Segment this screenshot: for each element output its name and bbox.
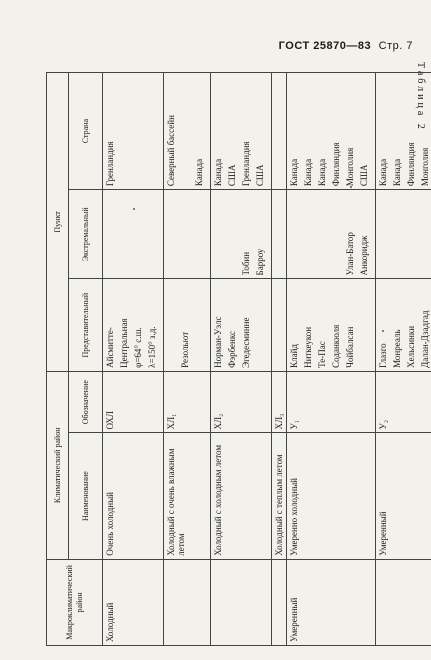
cell-ext [376,190,431,279]
cell-country [211,73,272,190]
country-entry: Канада [392,158,403,187]
table-row [272,73,287,646]
ext-entry [213,193,227,275]
cell-ext [164,190,211,279]
header-climatic: Климатический район [47,371,69,559]
ext-entry [303,193,317,275]
rep-entry: λ=150° з.д. [147,326,157,368]
ext-entry [289,193,303,275]
cell-name: Очень холодный [103,433,164,559]
country-entry: Канада [213,158,223,187]
country-entry: Финляндия [331,142,342,187]
cell-name: Холодный с холодным летом [211,433,272,559]
rep-entry: Те-Пас [317,341,328,368]
cell-ext [103,190,164,279]
rep-entry: Айсмитте- [105,327,115,368]
header-name: Наименование [69,433,103,559]
cell-macro [272,559,287,645]
page-header [279,40,413,52]
cell-rep [376,279,431,371]
rep-entry: Фэрбенкс [227,330,237,368]
ext-entry: Улан-Батор [345,232,356,276]
cell-rep [164,279,211,371]
page-number: Стр. 7 [378,40,413,52]
country-entry: Гренландия [241,141,251,187]
table-row [103,73,164,646]
cell-country [376,73,431,190]
cell-macro [376,559,431,645]
rep-entry [166,282,180,367]
header-code: Обозначение [69,371,103,433]
country-entry [180,76,194,186]
cell-rep [211,279,272,371]
country-entry: Канада [303,158,314,187]
cell-country [287,73,376,190]
table-row [211,73,272,646]
rep-entry: Монреаль [392,329,403,368]
rep-entry: Центральная [119,318,129,368]
country-entry: Канада [289,158,300,187]
cell-macro: Умеренный [287,559,376,645]
ext-entry: Тобин [241,251,251,276]
cell-code: ОХЛ [103,371,164,433]
country-entry: США [255,164,265,187]
cell-country [164,73,211,190]
rep-entry: Норман-Уэлс [213,316,223,368]
climate-table [46,72,431,646]
rep-entry: φ=64° с.ш. [133,327,143,368]
country-entry: Канада [194,158,204,187]
table-row [164,73,211,646]
ext-entry [317,193,331,275]
table-caption: Таблица 2 [415,62,426,132]
cell-code: У₁ [287,371,376,433]
cell-name: Умеренный [376,433,431,559]
cell-ext [211,190,272,279]
rep-entry: Глазго [378,343,389,368]
country-entry: США [359,164,370,187]
cell-macro [211,559,272,645]
cell-ext [272,190,287,279]
cell-code: ХЛ₂ [211,371,272,433]
rep-entry: Резольют [180,331,190,368]
cell-macro [164,559,211,645]
scan-speck [133,208,135,210]
header-macro: Макроклиматический район [47,559,103,645]
country-entry: Канада [378,158,389,187]
header-extreme: Экстремальный [69,190,103,279]
cell-name: Холодный с теплым летом [272,433,287,559]
rep-entry: Соданкюля [331,324,342,368]
country-entry: Северный бассейн [166,115,176,187]
gost-number: ГОСТ 25870—83 [278,40,372,52]
rep-entry: Ниткеукон [303,326,314,368]
rep-entry: Хельсинки [406,325,417,368]
cell-code: ХЛ₁ [164,371,211,433]
table-row [287,73,376,646]
rep-entry: Эгедесминне [241,317,251,368]
header-representative: Представительный [69,279,103,371]
header-country: Страна [69,73,103,190]
header-point: Пункт [47,73,69,372]
cell-name: Холодный с очень влажным летом [164,433,211,559]
cell-rep [287,279,376,371]
scan-speck [382,330,384,332]
cell-country [103,73,164,190]
cell-rep [103,279,164,371]
cell-macro: Холодный [103,559,164,645]
cell-code: ХЛ₃ [272,371,287,433]
table-body [103,73,431,646]
country-entry: США [227,164,237,187]
country-entry: Канада [317,158,328,187]
ext-entry [227,193,241,275]
cell-rep [272,279,287,371]
rep-entry: Далан-Дзадгад [420,310,431,368]
country-entry: Монголия [345,147,356,187]
table-row [376,73,431,646]
country-entry: Гренландия [105,141,115,187]
country-entry: Монголия [420,147,431,187]
cell-ext [287,190,376,279]
rep-entry: Чойбалсан [345,326,356,368]
country-entry: Финляндия [406,142,417,187]
ext-entry: Барроу [255,248,265,276]
scan-speck [350,186,352,188]
cell-code: У₂ [376,371,431,433]
rep-entry: Клайд [289,343,300,368]
cell-name: Умеренно холодный [287,433,376,559]
ext-entry [331,193,345,275]
cell-country [272,73,287,190]
ext-entry: Анкоридж [359,235,370,276]
